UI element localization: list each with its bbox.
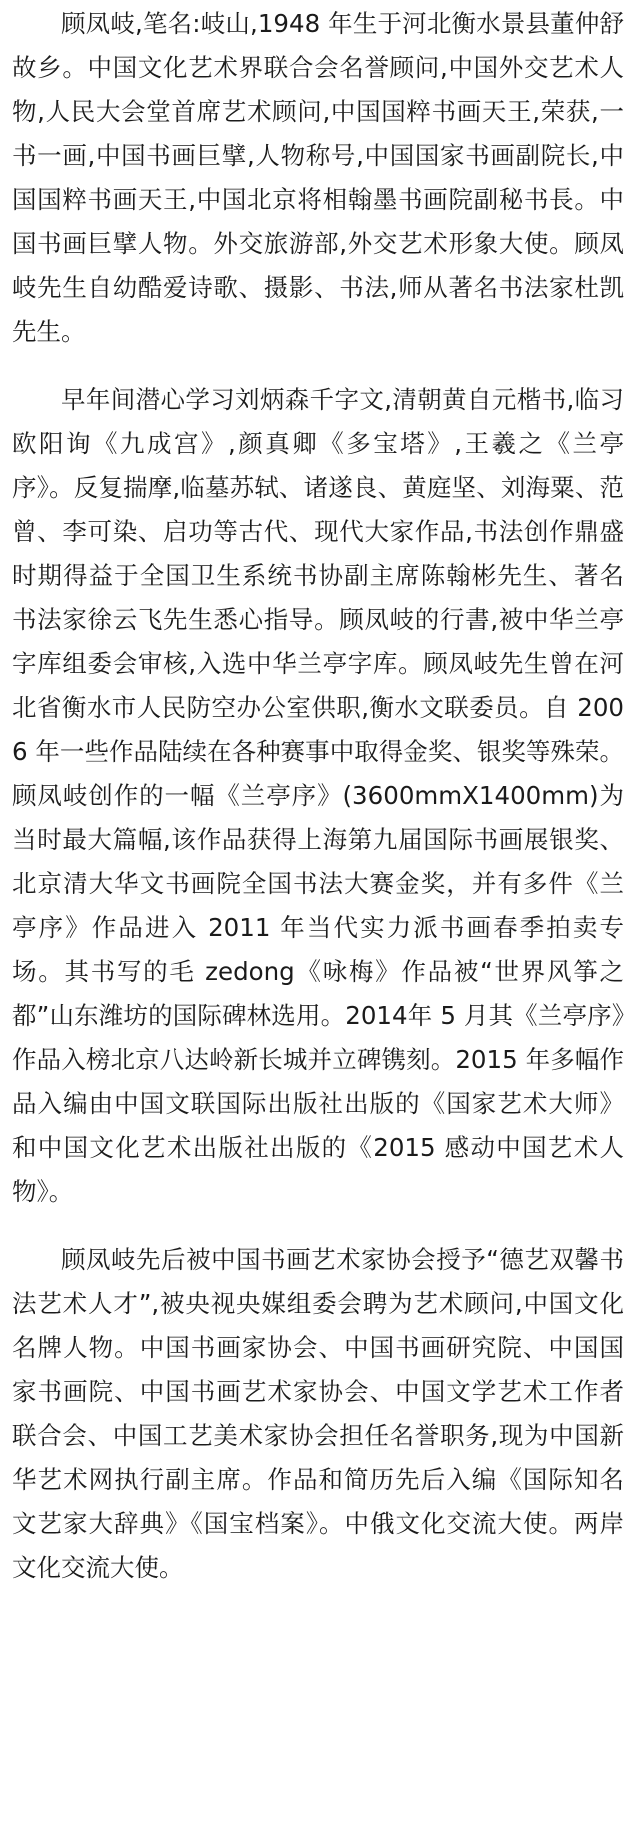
paragraph-calligraphy-career: 早年间潜心学习刘炳森千字文,清朝黄自元楷书,临习欧阳询《九成宫》,颜真卿《多宝塔》,王羲之《兰亭序》。反复揣摩,临墓苏轼、诸遂良、黄庭坚、刘海粟、范曾、李可染、启功等古代、现代大家作品,书法创作鼎盛时期得益于全国卫生系统书协副主席陈翰彬先生、著名书法家徐云飞先生悉心指导。顾凤岐的行書,被中华兰亭字库组委会审核,入选中华兰亭字库。顾凤岐先生曾在河北省衡水市人民防空办公室供职,衡水文联委员。自 2006 年一些作品陆续在各种赛事中取得金奖、银奖等殊荣。顾凤岐创作的一幅《兰亭序》(3600mmX1400mm)为当时最大篇幅,该作品获得上海第九届国际书画展银奖、北京清大华文书画院全国书法大赛金奖，并有多件《兰亭序》作品进入 2011 年当代实力派书画春季拍卖专场。其书写的毛 zedong《咏梅》作品被“世界风筝之都”山东潍坊的国际碑林选用。2014年 5 月其《兰亭序》作品入榜北京八达岭新长城并立碑镌刻。2015 年多幅作品入编由中国文联国际出版社出版的《国家艺术大师》和中国文化艺术出版社出版的《2015 感动中国艺术人物》。 — [12, 385, 624, 1206]
paragraph-biography: 顾凤岐,笔名:岐山,1948 年生于河北衡水景县董仲舒故乡。中国文化艺术界联合会名誉顾问,中国外交艺术人物,人民大会堂首席艺术顾问,中国国粹书画天王,荣获,一书一画,中国书画巨擘,人物称号,中国国家书画副院长,中国国粹书画天王,中国北京将相翰墨书画院副秘书長。中国书画巨擘人物。外交旅游部,外交艺术形象大使。顾凤岐先生自幼酷爱诗歌、摄影、书法,师从著名书法家杜凯先生。 — [12, 9, 624, 346]
paragraph-honors: 顾凤岐先后被中国书画艺术家协会授予“德艺双馨书法艺术人才”,被央视央媒组委会聘为艺术顾问,中国文化名牌人物。中国书画家协会、中国书画研究院、中国国家书画院、中国书画艺术家协会、中国文学艺术工作者联合会、中国工艺美术家协会担任名誉职务,现为中国新华艺术网执行副主席。作品和简历先后入编《国际知名文艺家大辞典》《国宝档案》。中俄文化交流大使。两岸文化交流大使。 — [12, 1245, 624, 1582]
article-body — [12, 0, 624, 1590]
